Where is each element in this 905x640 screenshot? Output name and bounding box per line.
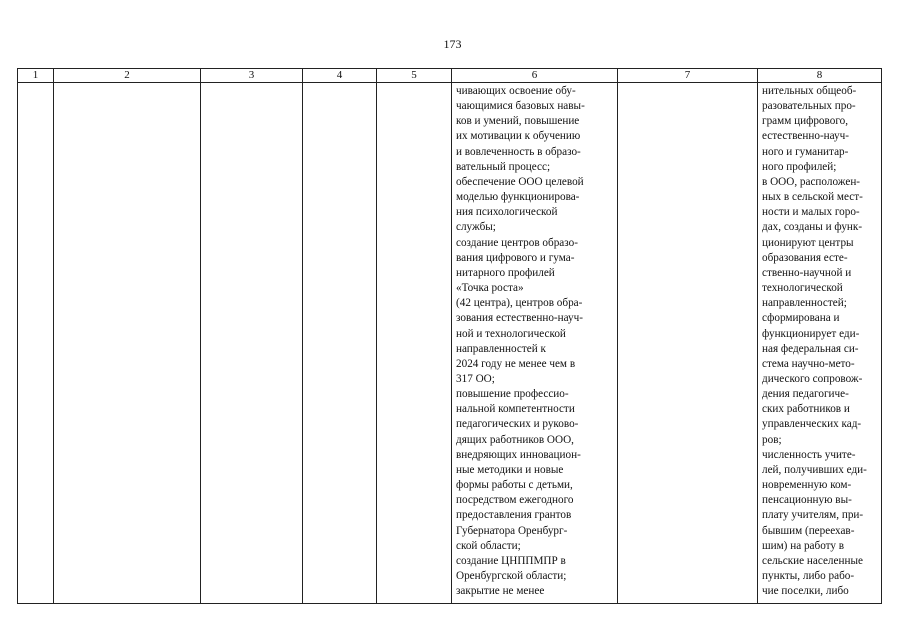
cell-text-line: вания цифрового и гума- xyxy=(456,251,575,264)
cell-text-line: внедряющих инновацион- xyxy=(456,448,581,461)
cell-text-line: дящих работников ООО, xyxy=(456,433,574,446)
cell-col5 xyxy=(377,83,452,604)
cell-text-line: Оренбургской области; xyxy=(456,570,567,582)
cell-text-line: плату учителям, при- xyxy=(762,509,864,522)
cell-text-line: вательный процесс; xyxy=(456,160,551,173)
header-cell-3: 3 xyxy=(201,69,303,83)
cell-text-line: образования есте- xyxy=(762,251,848,264)
cell-text-line: обеспечение ООО целевой xyxy=(456,175,584,188)
cell-text-line: пенсационную вы- xyxy=(762,494,852,507)
cell-text-line: ской области; xyxy=(456,539,521,552)
cell-text-line: ной и технологической xyxy=(456,327,566,340)
cell-text-line: формы работы с детьми, xyxy=(456,479,573,492)
cell-col7 xyxy=(618,83,758,604)
cell-text-line: закрытие не менее xyxy=(456,585,545,598)
cell-text-line: ния психологической xyxy=(456,206,558,219)
cell-text-line: в ООО, расположен- xyxy=(762,175,861,188)
cell-text-line: ственно-научной и xyxy=(762,266,852,279)
header-cell-4: 4 xyxy=(303,69,377,83)
cell-text-line: чающимися базовых навы- xyxy=(456,100,585,113)
cell-text-line: нительных общеоб- xyxy=(762,85,857,97)
cell-text-line: зования естественно-науч- xyxy=(456,312,583,325)
cell-col3 xyxy=(201,83,303,604)
cell-text-line: чие поселки, либо xyxy=(762,585,849,598)
cell-text-line: Губернатора Оренбург- xyxy=(456,524,568,537)
header-row xyxy=(18,69,882,83)
cell-text-line: ная федеральная си- xyxy=(762,342,859,355)
cell-text-line: ков и умений, повышение xyxy=(456,115,580,128)
header-cell-6: 6 xyxy=(452,69,618,83)
cell-text-line: (42 центра), центров обра- xyxy=(456,297,583,310)
cell-text-line: естественно-науч- xyxy=(762,130,850,143)
cell-text-line: создание ЦНППМПР в xyxy=(456,554,566,567)
cell-text-line: педагогических и руково- xyxy=(456,418,579,431)
cell-text-line: новременную ком- xyxy=(762,479,852,492)
cell-text-line: моделью функционирова- xyxy=(456,191,580,204)
cell-col8 xyxy=(758,83,882,604)
header-cell-5: 5 xyxy=(377,69,452,83)
cell-text-line: ских работников и xyxy=(762,403,850,416)
cell-text-line: функционирует еди- xyxy=(762,327,860,340)
cell-text-line: дения педагогиче- xyxy=(762,388,849,401)
cell-col1 xyxy=(18,83,54,604)
cell-text-line: пункты, либо рабо- xyxy=(762,570,855,582)
cell-text-line: ров; xyxy=(762,433,782,446)
cell-text-line: их мотивации к обучению xyxy=(456,130,581,143)
cell-col2 xyxy=(54,83,201,604)
cell-text-line: сформирована и xyxy=(762,312,840,325)
cell-text-line: создание центров образо- xyxy=(456,236,578,249)
cell-text-line: ного профилей; xyxy=(762,160,837,173)
cell-text-line: разовательных про- xyxy=(762,100,856,113)
cell-text-line: сельские населенные xyxy=(762,554,863,567)
cell-text-line: посредством ежегодного xyxy=(456,494,574,507)
cell-text-line: бывшим (переехав- xyxy=(762,524,855,537)
cell-text-line: численность учите- xyxy=(762,448,856,461)
cell-text-line: направленностей; xyxy=(762,297,847,310)
cell-text-line: 317 ОО; xyxy=(456,372,495,385)
cell-text-line: ных в сельской мест- xyxy=(762,191,863,204)
page-number: 173 xyxy=(443,37,462,51)
cell-text-line: дического сопровож- xyxy=(762,372,863,385)
cell-text-line: направленностей к xyxy=(456,342,546,355)
cell-text-line: стема научно-мето- xyxy=(762,357,855,370)
cell-col6 xyxy=(452,83,618,604)
cell-text-line: ные методики и новые xyxy=(456,463,564,476)
cell-text-line: «Точка роста» xyxy=(456,282,524,295)
header-cell-1: 1 xyxy=(18,69,54,83)
cell-text-line: грамм цифрового, xyxy=(762,115,849,128)
cell-text-line: чивающих освоение обу- xyxy=(456,85,576,97)
cell-text-line: технологической xyxy=(762,282,843,295)
cell-text-line: шим) на работу в xyxy=(762,539,845,552)
header-cell-8: 8 xyxy=(758,69,882,83)
cell-text-line: лей, получивших еди- xyxy=(762,463,867,476)
table-row xyxy=(18,83,882,604)
cell-text-line: управленческих кад- xyxy=(762,418,862,431)
header-cell-2: 2 xyxy=(54,69,201,83)
cell-text-line: дах, созданы и функ- xyxy=(762,221,863,234)
cell-text-line: нальной компетентности xyxy=(456,403,575,416)
document-table xyxy=(17,68,882,604)
cell-text-line: повышение профессио- xyxy=(456,388,569,401)
cell-text-line: нитарного профилей xyxy=(456,266,555,279)
cell-text-line: службы; xyxy=(456,221,496,234)
cell-text-line: ности и малых горо- xyxy=(762,206,860,219)
cell-text-line: ного и гуманитар- xyxy=(762,145,849,158)
cell-text-line: ционируют центры xyxy=(762,236,854,249)
cell-text-line: предоставления грантов xyxy=(456,509,572,522)
header-cell-7: 7 xyxy=(618,69,758,83)
cell-text-line: и вовлеченность в образо- xyxy=(456,145,581,158)
cell-text-line: 2024 году не менее чем в xyxy=(456,357,576,370)
cell-col4 xyxy=(303,83,377,604)
